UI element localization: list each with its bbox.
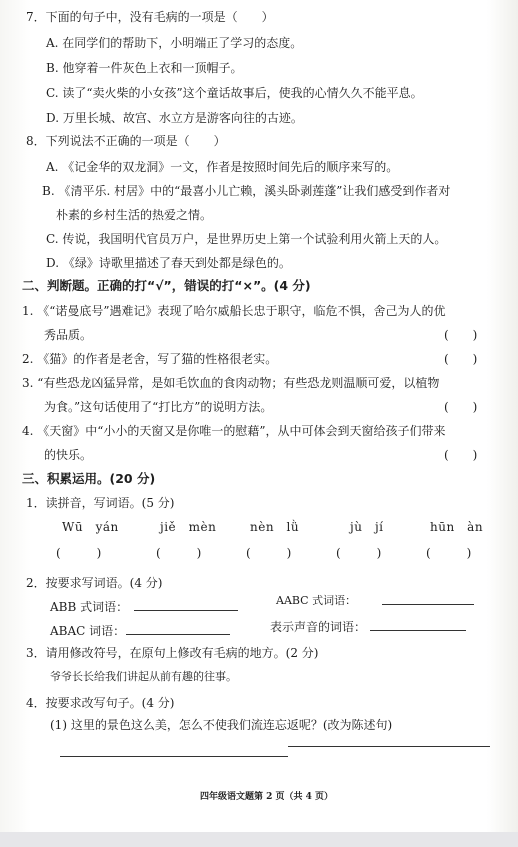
q8-option-b-line1: B. 《清平乐. 村居》中的“最喜小儿亡赖，溪头卧剥莲蓬”让我们感受到作者对 (42, 184, 451, 198)
rewrite-blank-1[interactable] (60, 756, 288, 757)
judge-item-4-line1: 4. 《天窗》中“小小的天窗又是你唯一的慰藉”，从中可体会到天窗给孩子们带来 (22, 424, 446, 438)
s3-q4: 4．按要求改写句子。(4 分) (26, 696, 175, 710)
q8-stem: 8．下列说法不正确的一项是（ ） (26, 134, 226, 148)
pinyin-answer-5: ( ) (426, 546, 472, 560)
judge-item-1-answer: ( ) (444, 328, 478, 342)
q8-option-c: C. 传说，我国明代官员万户，是世界历史上第一个试验利用火箭上天的人。 (46, 232, 447, 246)
q7-option-b: B. 他穿着一件灰色上衣和一顶帽子。 (46, 61, 243, 75)
judge-item-4-answer: ( ) (444, 448, 478, 462)
s3-q4-part1: (1) 这里的景色这么美，怎么不使我们流连忘返呢？(改为陈述句) (50, 718, 393, 732)
pinyin-2: jiě mèn (160, 520, 217, 534)
s3-q1: 1．读拼音，写词语。(5 分) (26, 496, 175, 510)
judge-item-4-line2: 的快乐。 (44, 448, 93, 462)
pinyin-4: jù jí (350, 520, 384, 534)
pinyin-3: nèn lǜ (250, 520, 300, 534)
section-2-heading: 二、判断题。正确的打“√”，错误的打“×”。(4 分) (22, 278, 311, 293)
s3-q3-sentence: 爷爷长长给我们讲起从前有趣的往事。 (50, 670, 237, 683)
judge-item-3-line2: 为食。”这句话使用了“打比方”的说明方法。 (44, 400, 273, 414)
q8-option-b-line2: 朴素的乡村生活的热爱之情。 (56, 208, 213, 222)
q8-option-d: D. 《绿》诗歌里描述了春天到处都是绿色的。 (46, 256, 291, 270)
q8-option-a: A. 《记金华的双龙洞》一文，作者是按照时间先后的顺序来写的。 (46, 160, 399, 174)
page-footer: 四年级语文题第 2 页（共 4 页） (200, 792, 334, 802)
judge-item-1-line1: 1. 《“诺曼底号”遇难记》表现了哈尔威船长忠于职守，临危不惧，舍己为人的优 (22, 304, 446, 318)
pinyin-1: Wū yán (62, 520, 119, 534)
rewrite-blank-2[interactable] (288, 746, 490, 747)
judge-item-2-answer: ( ) (444, 352, 478, 366)
pinyin-answer-1: ( ) (56, 546, 102, 560)
judge-item-3-answer: ( ) (444, 400, 478, 414)
judge-item-1-line2: 秀品质。 (44, 328, 93, 342)
pinyin-answer-3: ( ) (246, 546, 292, 560)
q7-option-d: D. 万里长城、故宫、水立方是游客向往的古迹。 (46, 111, 303, 125)
sound-label: 表示声音的词语： (270, 620, 367, 634)
s3-q3: 3．请用修改符号，在原句上修改有毛病的地方。(2 分) (26, 646, 319, 660)
q7-option-a: A. 在同学们的帮助下，小明端正了学习的态度。 (46, 36, 303, 50)
q7-option-c: C. 读了“卖火柴的小女孩”这个童话故事后，使我的心情久久不能平息。 (46, 86, 423, 100)
abac-blank[interactable] (126, 634, 230, 635)
abb-label: ABB 式词语： (50, 600, 129, 614)
judge-item-3-line1: 3. “有些恐龙凶猛异常，是如毛饮血的食肉动物；有些恐龙则温顺可爱，以植物 (22, 376, 440, 390)
judge-item-2: 2. 《猫》的作者是老舍，写了猫的性格很老实。 (22, 352, 278, 366)
s3-q2: 2．按要求写词语。(4 分) (26, 576, 163, 590)
viewer-bottom-band (0, 832, 518, 847)
pinyin-5: hūn àn (430, 520, 484, 534)
abac-label: ABAC 词语： (50, 624, 126, 638)
pinyin-answer-4: ( ) (336, 546, 382, 560)
aabc-blank[interactable] (382, 604, 474, 605)
pinyin-answer-2: ( ) (156, 546, 202, 560)
section-3-heading: 三、积累运用。(20 分) (22, 471, 156, 486)
sound-blank[interactable] (370, 630, 466, 631)
abb-blank[interactable] (134, 610, 238, 611)
aabc-label: AABC 式词语： (276, 594, 357, 607)
q7-stem: 7．下面的句子中，没有毛病的一项是（ ） (26, 10, 274, 24)
